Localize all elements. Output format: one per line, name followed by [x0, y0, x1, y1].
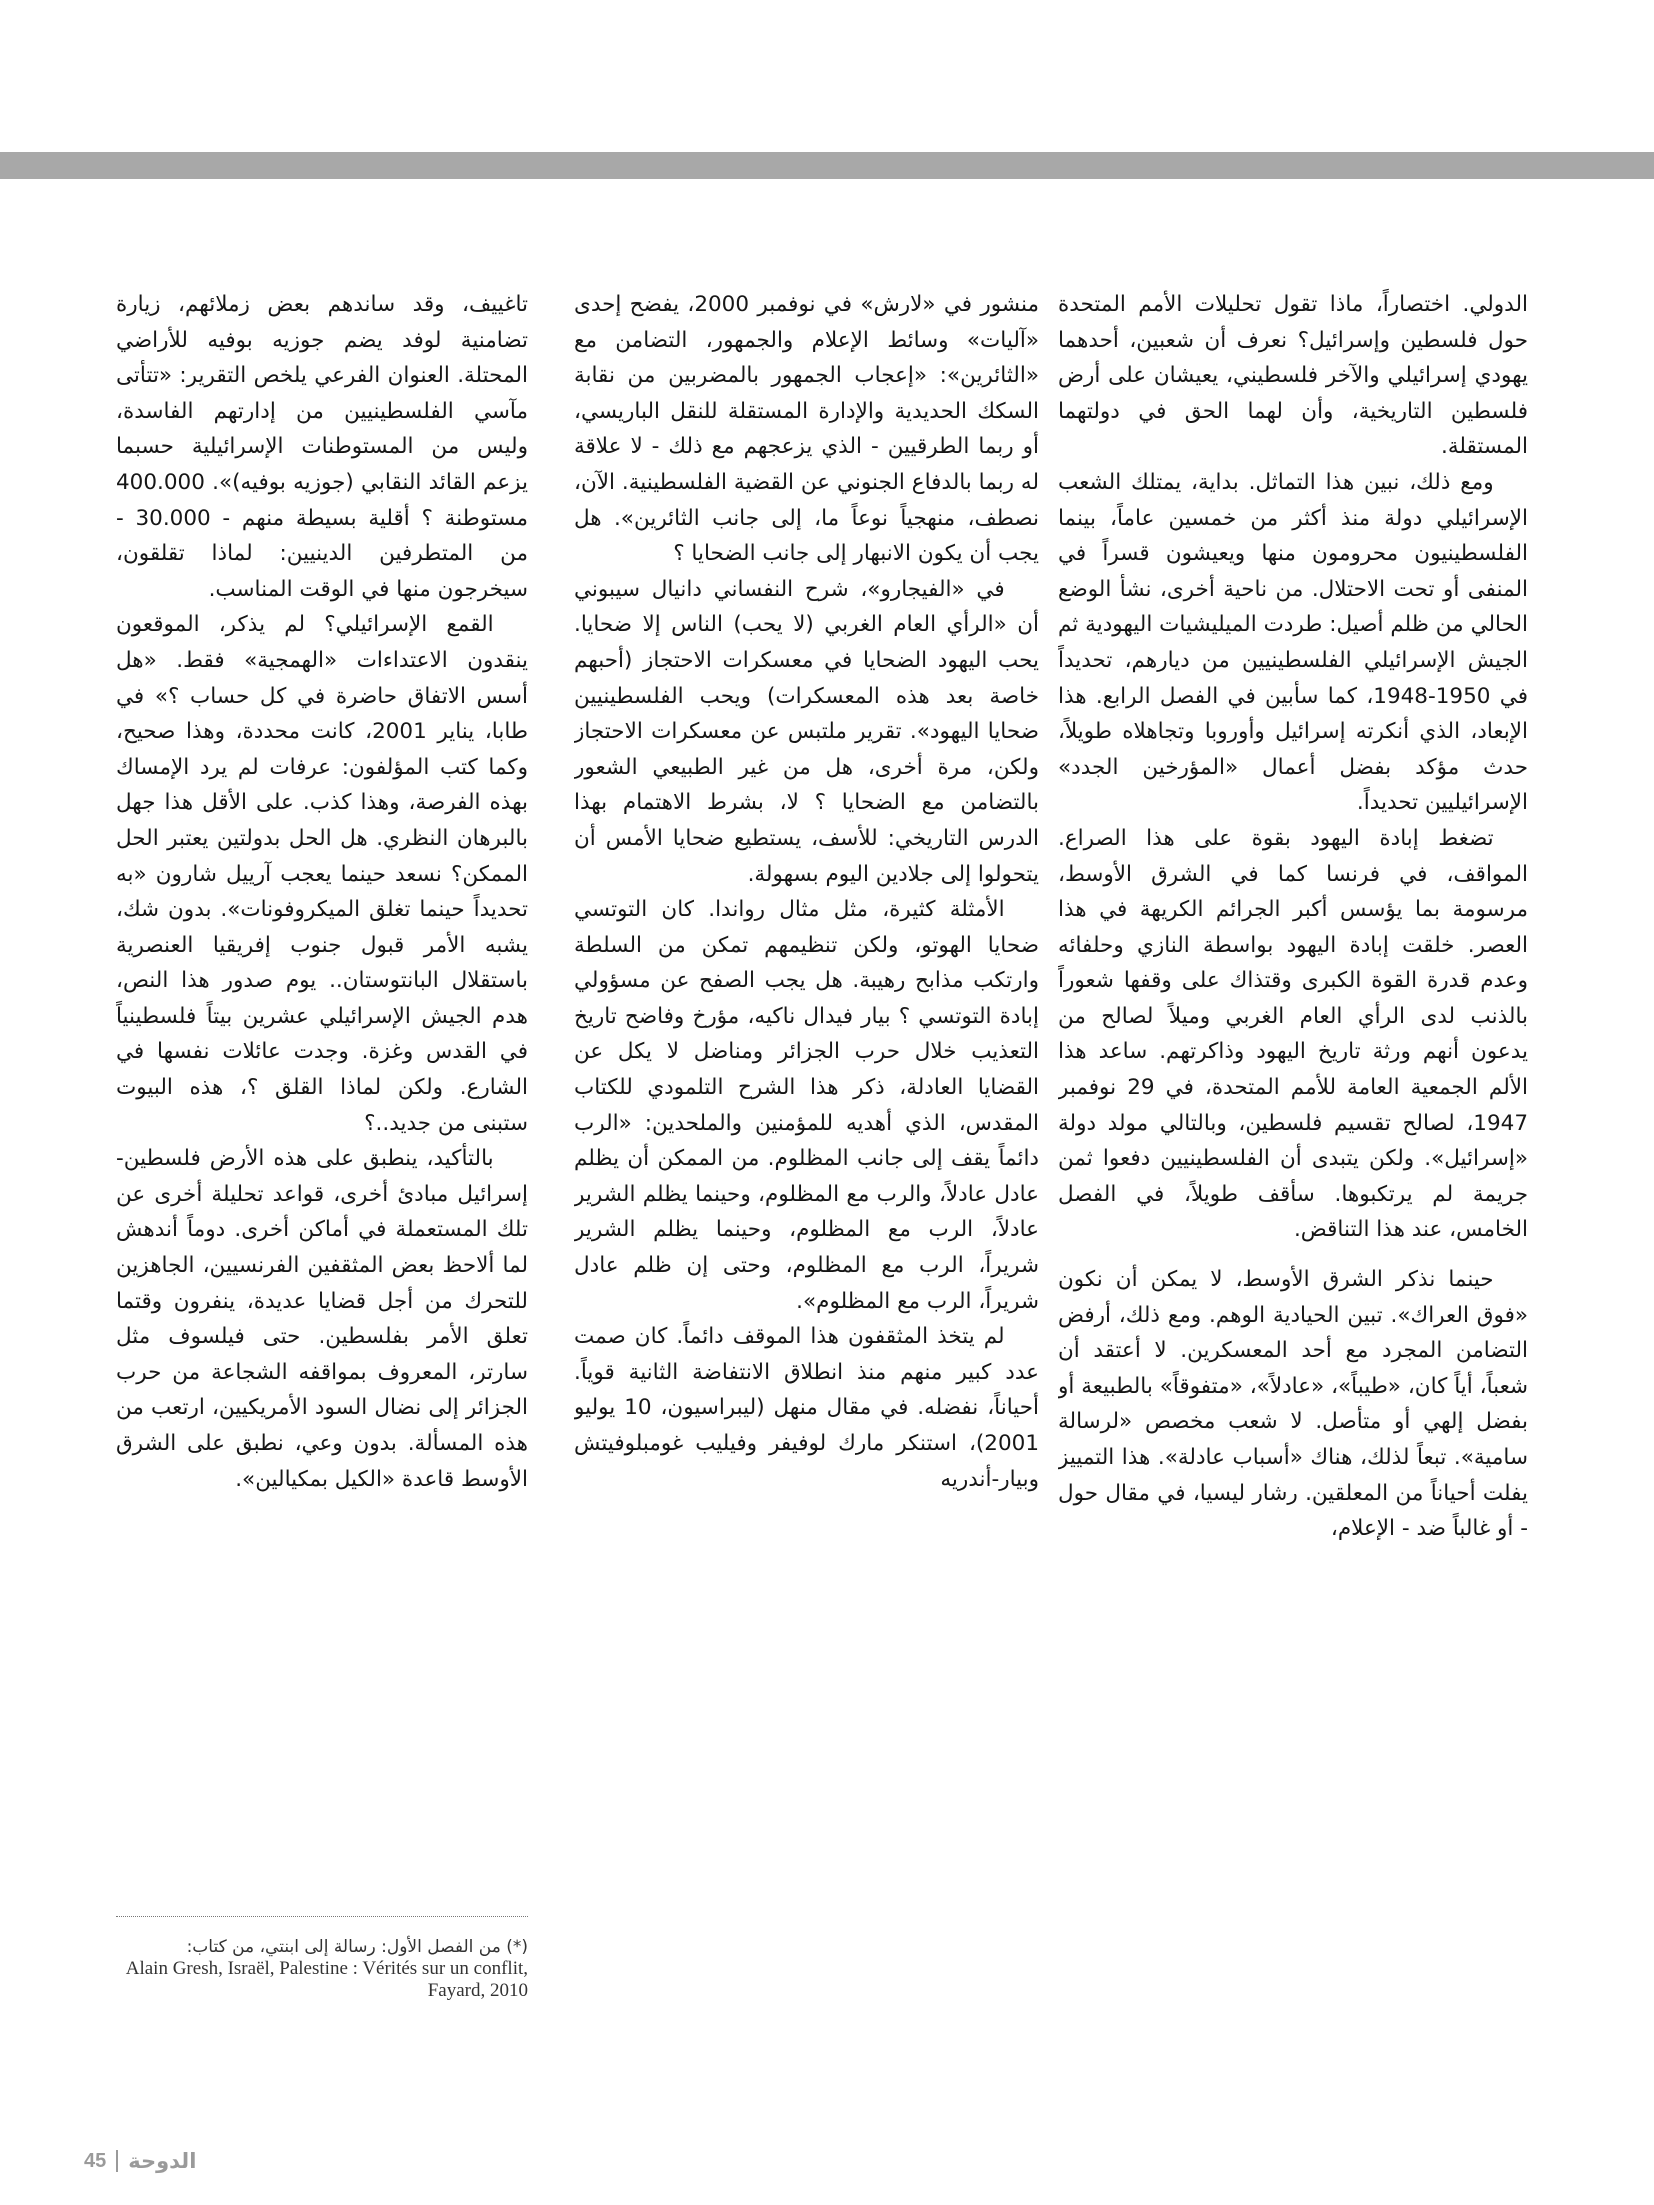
paragraph: حينما نذكر الشرق الأوسط، لا يمكن أن نكون «فوق العراك». تبين الحيادية الوهم. ومع ذلك، أرفض التضامن المجرد مع أحد المعسكرين. لا أعتقد أن شعباً، أياً كان، «طيباً»، «عادلاً»، «متفوقاً» بالطبيعة أو بفضل إلهي أو متأصل. لا شعب مخصص «لرسالة سامية». تبعاً لذلك، هناك «أسباب عادلة». هذا التمييز يفلت أحياناً من المعلقين. رشار ليسيا، في مقال حول - أو غالباً ضد - الإعلام،	[1058, 1267, 1528, 1542]
article-column-right	[1058, 287, 1528, 2087]
paragraph: القمع الإسرائيلي؟ لم يذكر، الموقعون ينقدون الاعتداءات «الهمجية» فقط. «هل أسس الاتفاق حاضرة في كل حساب ؟» في طابا، يناير 2001، كانت محددة، وهذا صحيح، وكما كتب المؤلفون: عرفات لم يرد الإمساك بهذه الفرصة، وهذا كذب. على الأقل هذا جهل بالبرهان النظري. هل الحل بدولتين يعتبر الحل الممكن؟ نسعد حينما يعجب آرييل شارون «به تحديداً حينما تغلق الميكروفونات». بدون شك، يشبه الأمر قبول جنوب إفريقيا العنصرية باستقلال البانتوستان.. يوم صدور هذا النص، هدم الجيش الإسرائيلي عشرين بيتاً فلسطينياً في القدس وغزة. وجدت عائلات نفسها في الشارع. ولكن لماذا القلق ؟، هذه البيوت ستبنى من جديد..؟	[116, 612, 528, 1136]
magazine-logo: الدوحة	[128, 2149, 197, 2173]
footnote	[116, 1936, 528, 2002]
article-column-left	[116, 287, 528, 1907]
footnote-source-arabic: (*) من الفصل الأول: رسالة إلى ابنتي، من كتاب:	[186, 1937, 528, 1957]
paragraph: لم يتخذ المثقفون هذا الموقف دائماً. كان صمت عدد كبير منهم منذ انطلاق الانتفاضة الثانية قوياً. أحياناً، نفضله. في مقال منهل (ليبراسيون، 10 يوليو 2001)، استنكر مارك لوفيفر وفيليب غومبلوفيتش وبيار-أندريه	[574, 1324, 1039, 1492]
paragraph: بالتأكيد، ينطبق على هذه الأرض فلسطين-إسرائيل مبادئ أخرى، قواعد تحليلة أخرى عن تلك المستعملة في أماكن أخرى. دوماً أندهش لما ألاحظ بعض المثقفين الفرنسيين، الجاهزين للتحرك من أجل قضايا عديدة، ينفرون وقتما تعلق الأمر بفلسطين. حتى فيلسوف مثل سارتر، المعروف بمواقفه الشجاعة من حرب الجزائر إلى نضال السود الأمريكيين، ارتعب من هذه المسألة. بدون وعي، نطبق على الشرق الأوسط قاعدة «الكيل بمكيالين».	[116, 1146, 528, 1492]
paragraph: الدولي. اختصاراً، ماذا تقول تحليلات الأمم المتحدة حول فلسطين وإسرائيل؟ نعرف أن شعبين، أحدهما يهودي إسرائيلي والآخر فلسطيني، يعيشان على أرض فلسطين التاريخية، وأن لهما الحق في دولتهما المستقلة.	[1058, 292, 1528, 460]
paragraph: تاغييف، وقد ساندهم بعض زملائهم، زيارة تضامنية لوفد يضم جوزيه بوفيه للأراضي المحتلة. العنوان الفرعي يلخص التقرير: «تتأتى مآسي الفلسطينيين من إدارتهم الفاسدة، وليس من المستوطنات الإسرائيلية حسبما يزعم القائد النقابي (جوزيه بوفيه)». 400.000 مستوطنة ؟ أقلية بسيطة منهم - 30.000 - من المتطرفين الدينيين: لماذا تقلقون، سيخرجون منها في الوقت المناسب.	[116, 292, 528, 602]
footnote-divider	[116, 1916, 528, 1917]
footnote-source-latin: Alain Gresh, Israël, Palestine : Vérités sur un conflit, Fayard, 2010	[125, 1958, 528, 2001]
paragraph: منشور في «لارش» في نوفمبر 2000، يفضح إحدى «آليات» وسائط الإعلام والجمهور، التضامن مع «الثائرين»: «إعجاب الجمهور بالمضربين من نقابة السكك الحديدية والإدارة المستقلة للنقل الباريسي، أو ربما الطرقيين - الذي يزعجهم مع ذلك - لا علاقة له ربما بالدفاع الجنوني عن القضية الفلسطينية. الآن، نصطف، منهجياً نوعاً ما، إلى جانب الثائرين». هل يجب أن يكون الانبهار إلى جانب الضحايا ؟	[574, 292, 1039, 567]
article-column-middle	[574, 287, 1039, 2087]
paragraph: ومع ذلك، نبين هذا التماثل. بداية، يمتلك الشعب الإسرائيلي دولة منذ أكثر من خمسين عاماً، بينما الفلسطينيون محرومون منها ويعيشون قسراً في المنفى أو تحت الاحتلال. من ناحية أخرى، نشأ الوضع الحالي من ظلم أصيل: طردت الميليشيات اليهودية ثم الجيش الإسرائيلي الفلسطينيين من ديارهم، تحديداً في 1950-1948، كما سأبين في الفصل الرابع. هذا الإبعاد، الذي أنكرته إسرائيل وأوروبا وتجاهلاه طويلاً، حدث مؤكد بفضل أعمال «المؤرخين الجدد» الإسرائيليين تحديداً.	[1058, 469, 1528, 816]
header-band	[0, 152, 1654, 179]
paragraph: الأمثلة كثيرة، مثل مثال رواندا. كان التوتسي ضحايا الهوتو، ولكن تنظيمهم تمكن من السلطة وارتكب مذابح رهيبة. هل يجب الصفح عن مسؤولي إبادة التوتسي ؟ بيار فيدال ناكيه، مؤرخ وفاضح تاريخ التعذيب خلال حرب الجزائر ومناضل لا يكل عن القضايا العادلة، ذكر هذا الشرح التلمودي للكتاب المقدس، الذي أهديه للمؤمنين والملحدين: «الرب دائماً يقف إلى جانب المظلوم. من الممكن أن يظلم عادل عادلاً، والرب مع المظلوم، وحينما يظلم الشرير عادلاً، الرب مع المظلوم، وحينما يظلم الشرير شريراً، الرب مع المظلوم، وحتى إن ظلم عادل شريراً، الرب مع المظلوم».	[574, 897, 1039, 1314]
page-number: 45	[84, 2149, 107, 2172]
page-folio	[84, 2146, 196, 2176]
paragraph: في «الفيجارو»، شرح النفساني دانيال سيبوني أن «الرأي العام الغربي (لا يحب) الناس إلا ضحايا. يحب اليهود الضحايا في معسكرات الاحتجاز (أحبهم خاصة بعد هذه المعسكرات) ويحب الفلسطينيين ضحايا اليهود». تقرير ملتبس عن معسكرات الاحتجاز ولكن، مرة أخرى، هل من غير الطبيعي الشعور بالتضامن مع الضحايا ؟ لا، بشرط الاهتمام بهذا الدرس التاريخي: للأسف، يستطيع ضحايا الأمس أن يتحولوا إلى جلادين اليوم بسهولة.	[574, 576, 1039, 887]
paragraph: تضغط إبادة اليهود بقوة على هذا الصراع. المواقف، في فرنسا كما في الشرق الأوسط، مرسومة بما يؤسس أكبر الجرائم الكريهة في هذا العصر. خلقت إبادة اليهود بواسطة النازي وحلفائه وعدم قدرة القوة الكبرى وقتذاك على وقفها شعوراً بالذنب لدى الرأي العام الغربي وميلاً لصالح من يدعون أنهم ورثة تاريخ اليهود وذاكرتهم. ساعد هذا الألم الجمعية العامة للأمم المتحدة، في 29 نوفمبر 1947، لصالح تقسيم فلسطين، وبالتالي مولد دولة «إسرائيل». ولكن يتبدى أن الفلسطينيين دفعوا ثمن جريمة لم يرتكبوها. سأقف طويلاً، في الفصل الخامس، عند هذا التناقض.	[1058, 825, 1528, 1243]
folio-separator	[116, 2150, 118, 2172]
